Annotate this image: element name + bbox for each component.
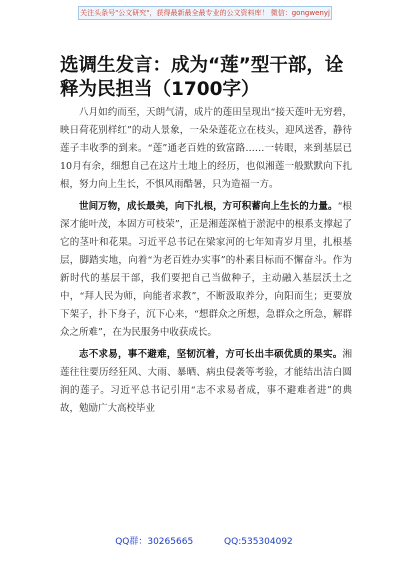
footer-qq-group: QQ群：30265665: [115, 537, 194, 547]
document-body: [60, 104, 352, 422]
paragraph-text: 湘莲往往要历经狂风、大雨、暴晒、病虫侵袭等考验，才能结出洁白圆润的莲子。习近平总书记引用“志不求易者成，事不避难者进”的典故，勉励广大高校毕业: [60, 349, 352, 414]
paragraph: [60, 346, 352, 418]
document-title: 选调生发言：成为“莲”型干部，诠释为民担当（1700字）: [60, 55, 344, 100]
footer-contact: [0, 534, 408, 550]
paragraph: [60, 104, 352, 194]
footer-qq: QQ:535304092: [224, 537, 293, 547]
paragraph-lead: 世间万物，成长最美，向下扎根，方可积蓄向上生长的力量。: [79, 201, 338, 212]
header-banner: 关注头条号"公文研究"，获得最新最全最专业的公文资料库！ 微信：gongwenyj: [78, 6, 332, 20]
paragraph-text: 八月如约而至，天朗气清，成片的莲田呈现出“接天莲叶无穷碧，映日荷花别样红”的动人景象，一朵朵莲花立在枝头，迎风送香，静待莲子丰收季的到来。“莲”通老百姓的致富路……一转眼，来到基层已10月有余，细想自己在这片土地上的经历，也似湘莲一般默默向下扎根，努力向上生长，不惧风雨酷暑，只为造福一方。: [60, 107, 352, 190]
paragraph-text: “根深才能叶茂，本固方可枝荣”，正是湘莲深植于淤泥中的根系支撑起了它的茎叶和花果。习近平总书记在梁家河的七年知青岁月里，扎根基层，脚踏实地，向着“为老百姓办实事”的朴素目标而不懈奋斗。作为新时代的基层干部，我们要把自己当做种子，主动融入基层沃土之中，“拜人民为师，向能者求教”，不断汲取养分，向阳而生；更要放下架子，扑下身子，沉下心来，“想群众之所想，急群众之所急，解群众之所难”，在为民服务中收获成长。: [60, 201, 352, 338]
paragraph-lead: 志不求易，事不避难，坚韧沉着，方可长出丰硕优质的果实。: [79, 349, 343, 360]
paragraph: [60, 198, 352, 342]
